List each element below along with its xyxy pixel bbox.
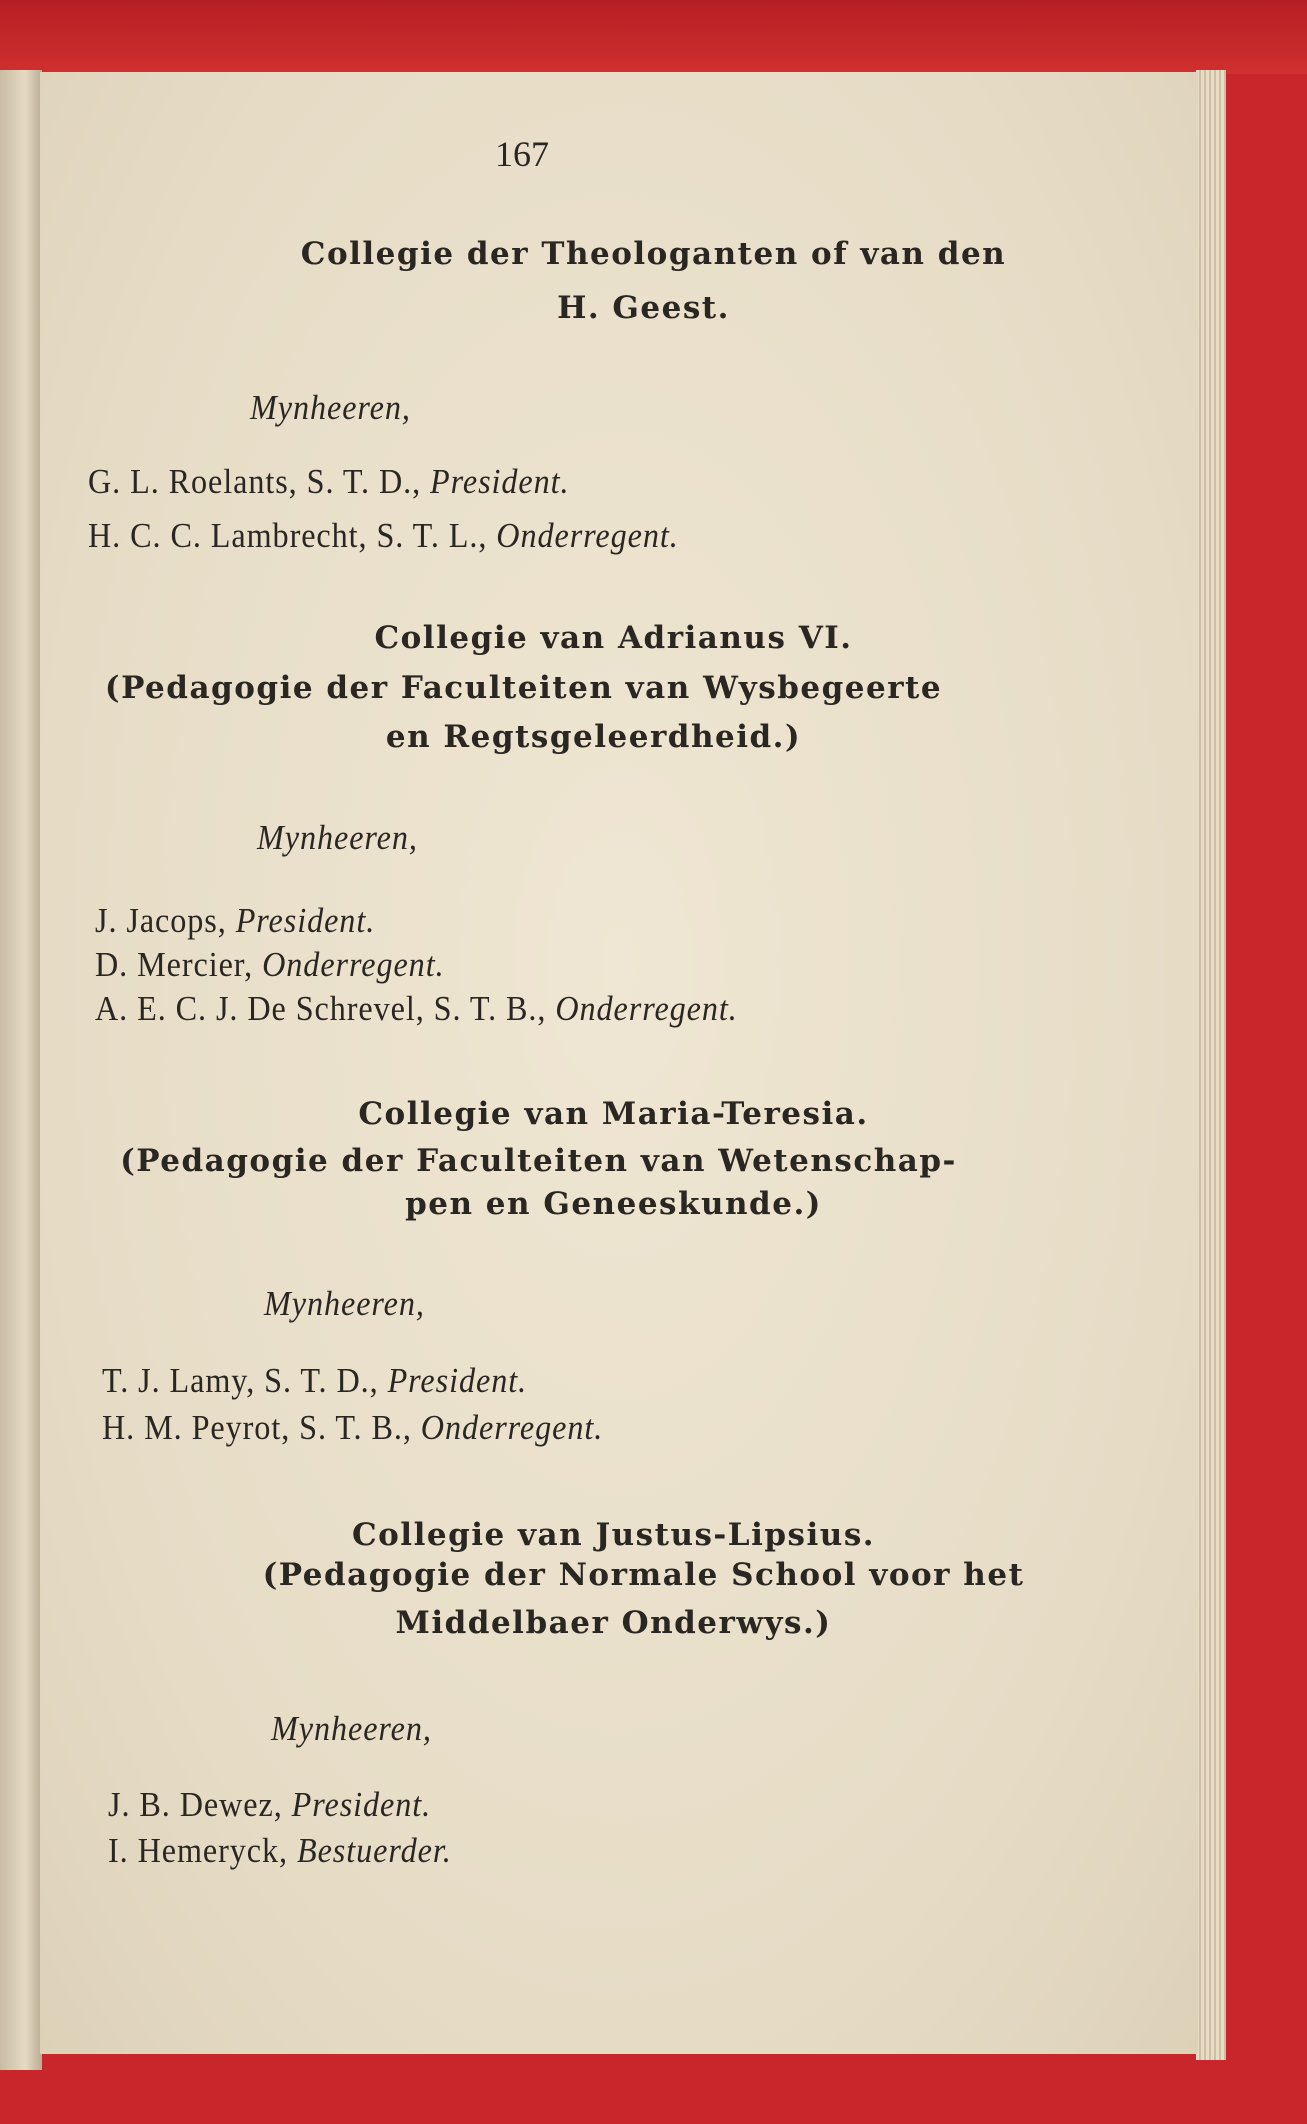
- binding-gutter: [0, 70, 42, 2070]
- member-name: G. L. Roelants, S. T. D.,: [88, 462, 431, 501]
- member-name: H. C. C. Lambrecht, S. T. L.,: [88, 516, 497, 555]
- member-name: J. B. Dewez,: [108, 1785, 292, 1824]
- section-heading: Collegie van Maria-Teresia.: [358, 1096, 869, 1132]
- section-heading: en Regtsgeleerdheid.): [385, 719, 802, 755]
- member-line: [108, 1831, 452, 1871]
- salutation: Mynheeren,: [264, 1284, 425, 1323]
- member-line: [102, 1361, 527, 1401]
- member-role: Onderregent.: [496, 516, 679, 555]
- member-name: H. M. Peyrot, S. T. B.,: [102, 1408, 421, 1447]
- section-heading: (Pedagogie der Faculteiten van Wysbegeerte: [104, 670, 943, 706]
- member-line: [88, 516, 679, 556]
- member-role: President.: [291, 1785, 432, 1824]
- section-heading: Collegie van Justus-Lipsius.: [351, 1517, 876, 1553]
- section-heading: (Pedagogie der Normale School voor het: [262, 1557, 1025, 1593]
- member-name: A. E. C. J. De Schrevel, S. T. B.,: [95, 989, 556, 1028]
- member-role: Bestuerder.: [296, 1831, 452, 1870]
- section-heading: pen en Geneeskunde.): [405, 1186, 822, 1222]
- member-line: [102, 1408, 603, 1448]
- salutation: Mynheeren,: [250, 388, 411, 427]
- member-name: I. Hemeryck,: [108, 1831, 297, 1870]
- member-role: President.: [235, 901, 376, 940]
- member-role: Onderregent.: [262, 945, 445, 984]
- member-line: [95, 989, 738, 1029]
- salutation: Mynheeren,: [271, 1709, 432, 1748]
- salutation: Mynheeren,: [257, 818, 418, 857]
- member-line: [108, 1785, 431, 1825]
- section-heading: Collegie van Adrianus VI.: [374, 620, 853, 656]
- member-role: President.: [430, 462, 570, 501]
- member-role: President.: [387, 1361, 528, 1400]
- member-line: [95, 901, 375, 941]
- page-edges: [1196, 70, 1226, 2060]
- book-cover-top: [0, 0, 1307, 74]
- member-name: D. Mercier,: [95, 945, 263, 984]
- member-role: Onderregent.: [420, 1408, 604, 1447]
- member-line: [95, 945, 445, 985]
- section-heading: H. Geest.: [557, 290, 730, 326]
- page-number: 167: [495, 134, 549, 174]
- member-role: Onderregent.: [555, 989, 738, 1028]
- member-name: J. Jacops,: [95, 901, 236, 940]
- section-heading: Middelbaer Onderwys.): [395, 1605, 832, 1641]
- member-name: T. J. Lamy, S. T. D.,: [102, 1361, 388, 1400]
- book-page: [40, 72, 1198, 2054]
- member-line: [88, 462, 570, 502]
- section-heading: Collegie der Theologanten of van den: [300, 236, 1007, 272]
- section-heading: (Pedagogie der Faculteiten van Wetenschap-: [120, 1143, 957, 1179]
